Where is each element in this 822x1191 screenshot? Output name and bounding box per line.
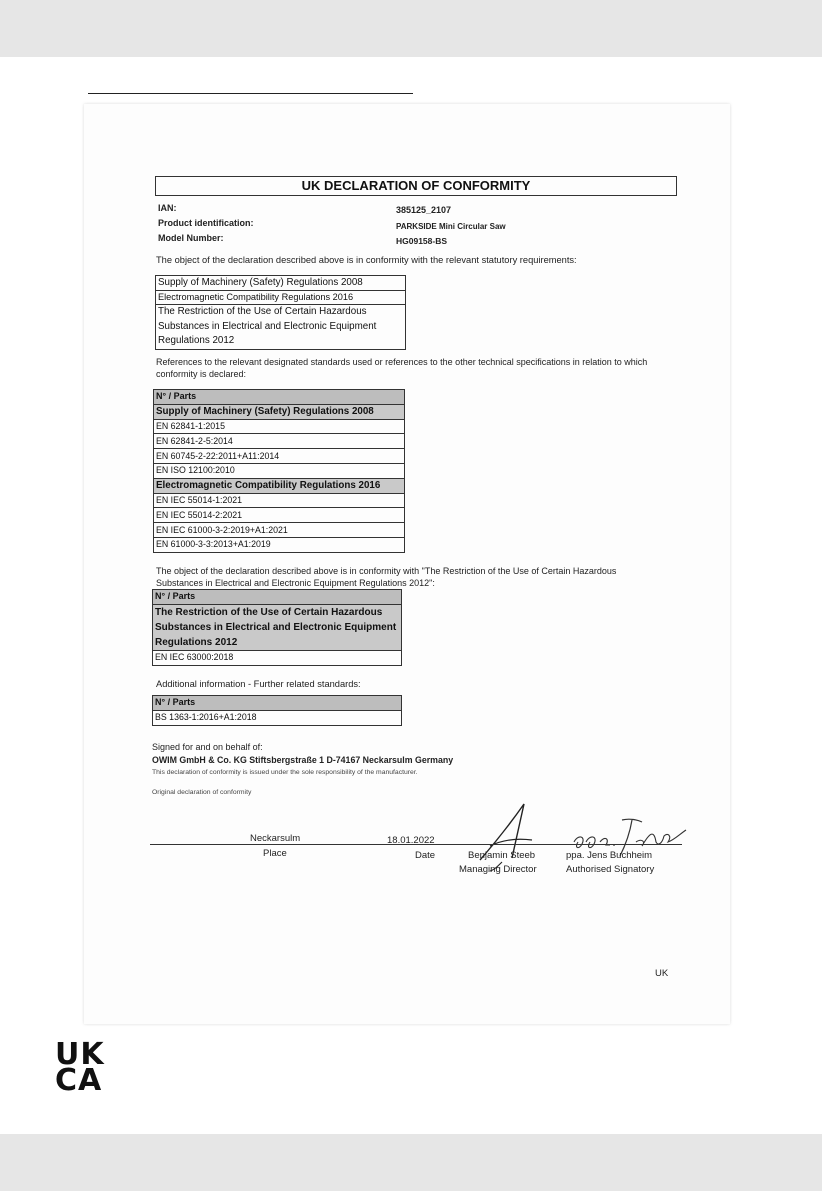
additional-parts-header: N° / Parts [153,696,402,711]
references-text: References to the relevant designated standards used or references to the other technical specifications in relation to which conformity is declared: [156,357,648,379]
declaration-title: UK DECLARATION OF CONFORMITY [155,176,677,196]
date-value: 18.01.2022 [387,835,435,846]
country-code: UK [655,968,669,979]
machinery-standard: EN ISO 12100:2010 [154,463,405,478]
signatory2-title: Authorised Signatory [566,864,655,875]
model-label: Model Number: [158,233,224,243]
conformity-intro: The object of the declaration described above is in conformity with the relevant statutory requirements: [156,255,577,265]
signatory2-name: ppa. Jens Buchheim [566,850,653,861]
additional-info-text: Additional information - Further related standards: [156,679,361,689]
emc-group: Electromagnetic Compatibility Regulations 2016 [154,478,405,493]
date-label: Date [415,850,436,861]
signed-for: Signed for and on behalf of: [152,742,263,752]
place-label: Place [263,848,287,859]
signature-steeb [476,800,546,872]
regulation-emc: Electromagnetic Compatibility Regulations 2016 [156,290,406,305]
ukca-mark-line1: UK [55,1037,105,1072]
machinery-group: Supply of Machinery (Safety) Regulations 2008 [154,404,405,419]
responsibility-note: This declaration of conformity is issued under the sole responsibility of the manufacturer. [152,769,418,776]
original-note: Original declaration of conformity [152,789,252,796]
product-label: Product identification: [158,218,254,228]
emc-standard: EN IEC 61000-3-2:2019+A1:2021 [154,523,405,538]
additional-table [152,695,402,726]
ukca-mark [55,1037,105,1098]
page-footer-band [0,1134,822,1191]
machinery-standard: EN 62841-1:2015 [154,419,405,434]
header-rule [88,93,413,94]
rohs-parts-header: N° / Parts [153,590,402,605]
emc-standard: EN 61000-3-3:2013+A1:2019 [154,537,405,552]
rohs-conformity-text: The object of the declaration described above is in conformity with "The Restriction of the Use of Certain Hazardous Substances in Electrical and Electronic Equipment Regulations 2012": [156,566,617,588]
rohs-group: The Restriction of the Use of Certain Hazardous Substances in Electrical and Electronic Equipment Regulations 2012 [153,604,402,650]
company-address: OWIM GmbH & Co. KG Stiftsbergstraße 1 D-74167 Neckarsulm Germany [152,755,454,765]
additional-standard: BS 1363-1:2016+A1:2018 [153,710,402,725]
ian-label: IAN: [158,203,177,213]
rohs-table [152,589,402,666]
machinery-standard: EN 60745-2-22:2011+A11:2014 [154,449,405,464]
standards-table [153,389,405,553]
declaration-scan [84,104,730,1024]
ukca-mark-line2: CA [55,1063,103,1098]
place-value: Neckarsulm [250,833,301,844]
model-value: HG09158-BS [396,236,448,246]
regulation-machinery: Supply of Machinery (Safety) Regulations 2008 [156,276,406,291]
signature-line [150,844,682,845]
regulation-rohs: The Restriction of the Use of Certain Hazardous Substances in Electrical and Electronic Equipment Regulations 2012 [156,305,406,350]
machinery-standard: EN 62841-2-5:2014 [154,434,405,449]
ian-value: 385125_2107 [396,205,452,215]
parts-header: N° / Parts [154,390,405,405]
product-value: PARKSIDE Mini Circular Saw [396,222,506,231]
regulations-table [155,275,406,350]
signatory1-title: Managing Director [459,864,537,875]
emc-standard: EN IEC 55014-2:2021 [154,508,405,523]
rohs-standard: EN IEC 63000:2018 [153,650,402,665]
page-header-band [0,0,822,57]
emc-standard: EN IEC 55014-1:2021 [154,493,405,508]
signatory1-name: Benjamin Steeb [468,850,536,861]
